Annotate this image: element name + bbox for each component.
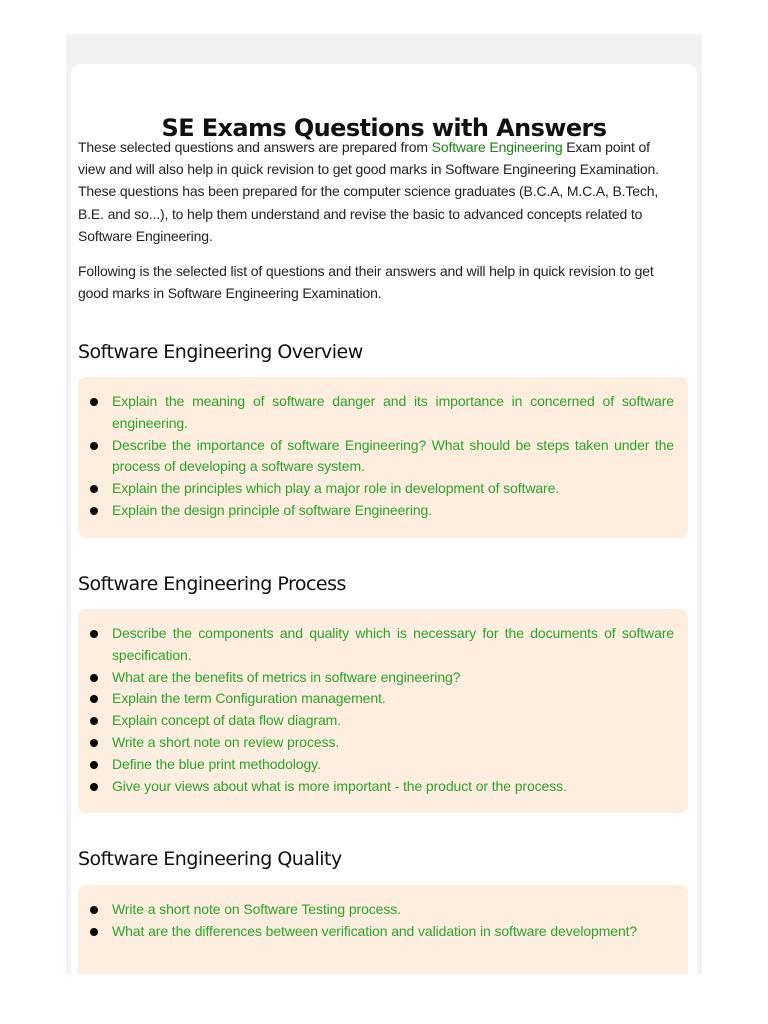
list-item xyxy=(112,688,674,710)
bullet-icon xyxy=(90,398,98,406)
question-link[interactable]: Explain the meaning of software danger and its importance in concerned of software engineering. xyxy=(112,393,674,431)
question-link[interactable]: Explain the term Configuration management. xyxy=(112,690,386,707)
bullet-icon xyxy=(90,507,98,515)
bullet-icon xyxy=(90,739,98,747)
list-item xyxy=(112,623,674,667)
intro-paragraph-2: Following is the selected list of questions and their answers and will help in quick revision to get good marks in Software Engineering Examination. xyxy=(78,263,654,302)
list-item xyxy=(112,921,674,943)
section-title-quality: Software Engineering Quality xyxy=(78,848,342,870)
list-item xyxy=(112,899,674,921)
page-title: SE Exams Questions with Answers xyxy=(161,114,607,142)
intro-text-end: Exam point of view and will also help in quick revision to get good marks in Software Engineering Examination. These questions has been prepared for the computer science graduates (B.C.A, M.C.A, B.Tech, B.E. and so...), to help them understand and revise the basic to advanced concepts related to Software Engineering. xyxy=(78,139,659,244)
intro-paragraph xyxy=(78,136,678,247)
list-item xyxy=(112,710,674,732)
bullet-icon xyxy=(90,485,98,493)
bullet-icon xyxy=(90,906,98,914)
bullet-icon xyxy=(90,761,98,769)
question-link[interactable]: Describe the importance of software Engineering? What should be steps taken under the process of developing a software system. xyxy=(112,436,674,475)
question-link[interactable]: What are the benefits of metrics in software engineering? xyxy=(112,668,461,685)
question-list-process xyxy=(78,609,688,813)
question-list-overview xyxy=(78,377,688,538)
question-link[interactable]: Describe the components and quality which is necessary for the documents of software specification. xyxy=(112,625,674,663)
question-link[interactable]: Write a short note on review process. xyxy=(112,733,340,750)
bullet-icon xyxy=(90,674,98,682)
bullet-icon xyxy=(90,695,98,703)
list-item xyxy=(112,776,674,798)
list-item xyxy=(112,667,674,689)
question-link[interactable]: Define the blue print methodology. xyxy=(112,755,321,772)
question-list-quality xyxy=(78,885,688,974)
intro-text-start: These selected questions and answers are prepared from xyxy=(78,139,432,155)
question-link[interactable]: Give your views about what is more important - the product or the process. xyxy=(112,777,567,794)
section-title-overview: Software Engineering Overview xyxy=(78,341,363,363)
question-link[interactable]: What are the differences between verification and validation in software development? xyxy=(112,922,638,939)
bullet-icon xyxy=(90,442,98,450)
page-frame xyxy=(66,34,702,974)
software-engineering-link[interactable]: Software Engineering xyxy=(431,139,563,155)
list-item xyxy=(112,435,674,479)
section-title-process: Software Engineering Process xyxy=(78,573,346,595)
question-link[interactable]: Explain the principles which play a major role in development of software. xyxy=(112,480,560,497)
bullet-icon xyxy=(90,783,98,791)
bullet-icon xyxy=(90,928,98,936)
bullet-icon xyxy=(90,717,98,725)
bullet-icon xyxy=(90,630,98,638)
list-item xyxy=(112,478,674,500)
question-link[interactable]: Explain concept of data flow diagram. xyxy=(112,712,341,729)
list-item xyxy=(112,500,674,522)
list-item xyxy=(112,391,674,435)
question-link[interactable]: Write a short note on Software Testing process. xyxy=(112,901,401,917)
content-card xyxy=(71,64,697,974)
list-item xyxy=(112,754,674,776)
list-item xyxy=(112,732,674,754)
question-link[interactable]: Explain the design principle of software Engineering. xyxy=(112,501,433,518)
